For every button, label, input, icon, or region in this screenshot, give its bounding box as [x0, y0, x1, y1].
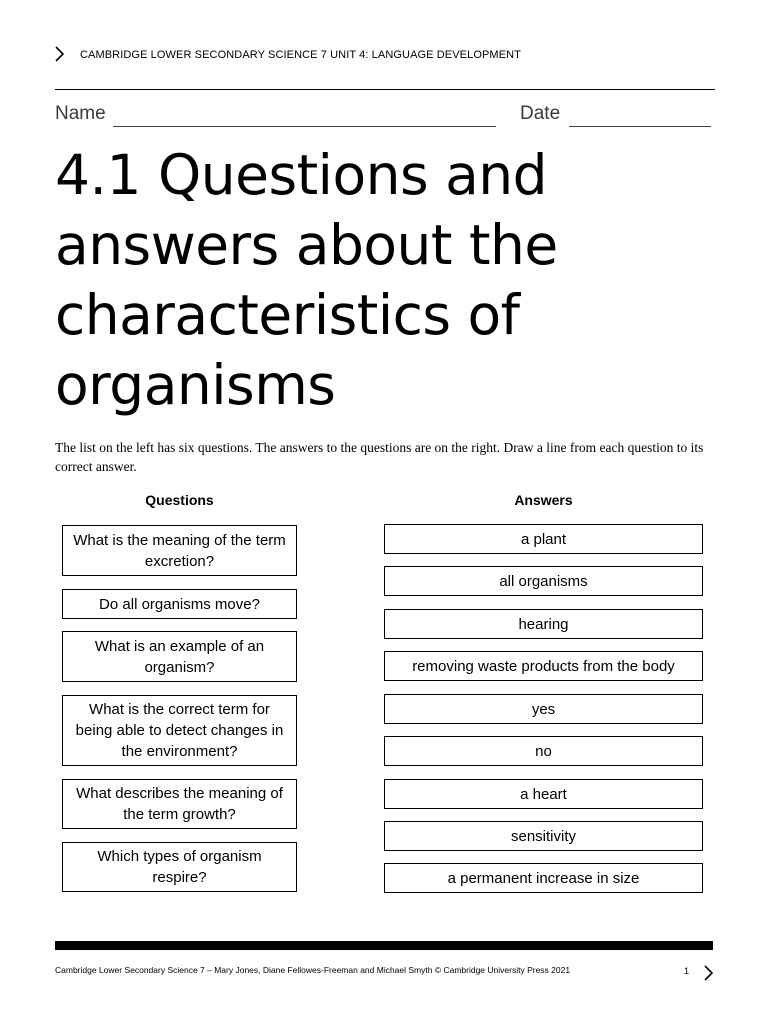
answer-box[interactable] — [384, 694, 703, 724]
questions-heading: Questions — [145, 492, 214, 508]
question-box[interactable] — [62, 525, 297, 576]
answer-text: a permanent increase in size — [447, 869, 640, 887]
page-title: 4.1 Questions and answers about the characteristics of organisms — [55, 143, 558, 417]
answer-box[interactable] — [384, 651, 703, 681]
answer-text: yes — [531, 700, 556, 718]
name-label: Name — [55, 103, 106, 124]
answer-box[interactable] — [384, 566, 703, 596]
answer-box[interactable] — [384, 524, 703, 554]
instructions: The list on the left has six questions. The answers to the questions are on the right. Draw a line from each question to its correct answer. — [55, 440, 704, 474]
question-text: Do all organisms move? — [99, 595, 260, 613]
answer-text: sensitivity — [510, 827, 577, 845]
answer-box[interactable] — [384, 779, 703, 809]
date-label: Date — [520, 103, 561, 124]
answer-text: all organisms — [499, 572, 588, 590]
chevron-right-icon[interactable] — [702, 963, 714, 983]
date-field[interactable] — [569, 126, 711, 127]
answer-box[interactable] — [384, 736, 703, 766]
footer-bar — [55, 941, 713, 950]
answer-box[interactable] — [384, 609, 703, 639]
footer-credit: Cambridge Lower Secondary Science 7 – Mary Jones, Diane Fellowes-Freeman and Michael Smyth © Cambridge University Press 2021 — [55, 965, 571, 975]
question-text: What describes the meaning of the term growth? — [76, 785, 283, 823]
answer-text: a plant — [520, 530, 567, 548]
question-box[interactable] — [62, 842, 297, 892]
question-box[interactable] — [62, 695, 297, 766]
question-text: Which types of organism respire? — [97, 848, 262, 886]
question-text: What is an example of an organism? — [94, 637, 265, 676]
question-text: What is the correct term for being able to detect changes in the environment? — [75, 701, 284, 760]
answer-text: hearing — [518, 615, 569, 633]
question-box[interactable] — [62, 631, 297, 682]
running-header: CAMBRIDGE LOWER SECONDARY SCIENCE 7 UNIT 4: LANGUAGE DEVELOPMENT — [80, 49, 521, 61]
answer-text: no — [535, 742, 552, 760]
answer-box[interactable] — [384, 821, 703, 851]
question-text: What is the meaning of the term excretion? — [73, 531, 286, 570]
page-number: 1 — [684, 966, 690, 976]
answer-box[interactable] — [384, 863, 703, 893]
header-divider — [55, 89, 715, 90]
answer-text: a heart — [520, 785, 567, 803]
answers-heading: Answers — [514, 492, 573, 508]
question-box[interactable] — [62, 779, 297, 829]
chevron-right-icon — [52, 44, 66, 64]
name-field[interactable] — [113, 126, 496, 127]
question-box[interactable] — [62, 589, 297, 619]
answer-text: removing waste products from the body — [412, 657, 675, 675]
